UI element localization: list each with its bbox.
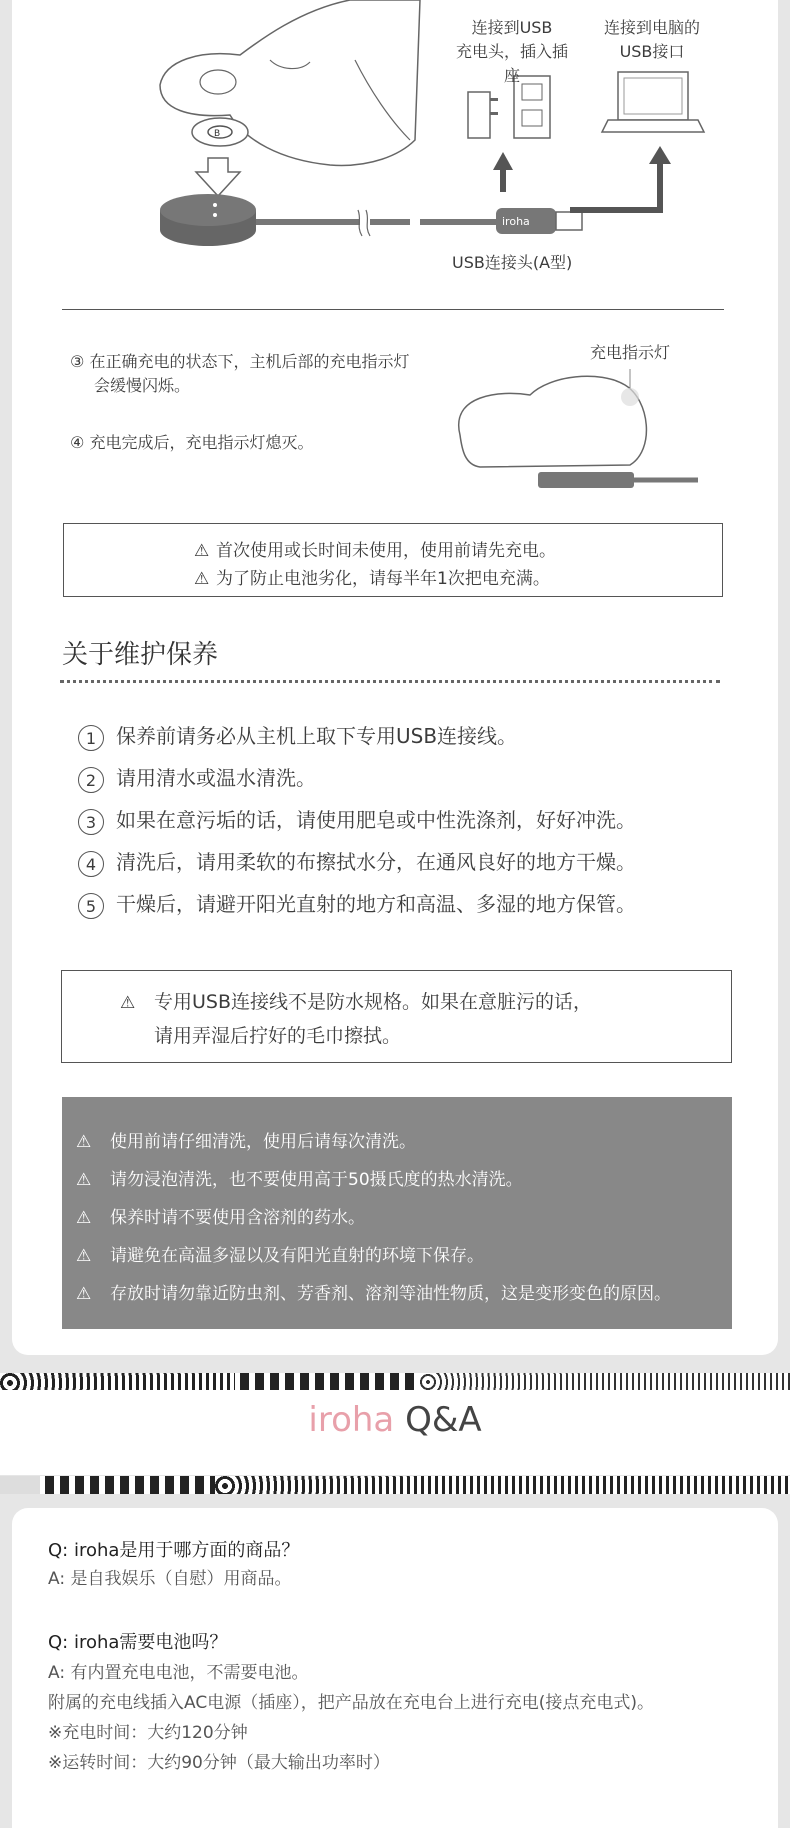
maintenance-item-3: 3 如果在意污垢的话，请使用肥皂或中性洗涤剂，好好冲洗。 xyxy=(78,804,636,835)
charge-notice-box: ⚠ 首次使用或长时间未使用，使用前请先充电。 ⚠ 为了防止电池劣化，请每半年1次把电充满。 xyxy=(63,523,723,597)
caution-box xyxy=(62,1097,732,1329)
dotted-divider xyxy=(60,680,720,683)
qa-question-2: Q: iroha需要电池吗？ xyxy=(48,1632,228,1653)
caution-item: ⚠ 存放时请勿靠近防虫剂、芳香剂、溶剂等油性物质，这是变形变色的原因。 xyxy=(76,1284,671,1304)
device-indicator-illustration xyxy=(440,355,710,495)
qa-answer-2-line: ※运转时间：大约90分钟（最大输出功率时） xyxy=(48,1753,390,1773)
svg-text:B: B xyxy=(214,129,221,139)
label-usb-plug: USB连接头(A型) xyxy=(452,253,573,272)
warning-icon: ⚠ xyxy=(194,541,210,561)
arrow-down-outline-icon xyxy=(196,158,240,196)
warning-icon: ⚠ xyxy=(76,1246,92,1266)
maintenance-item-5: 5 干燥后，请避开阳光直射的地方和高温、多湿的地方保管。 xyxy=(78,888,636,919)
caution-item: ⚠ 请勿浸泡清洗，也不要使用高于50摄氏度的热水清洗。 xyxy=(76,1170,523,1190)
warning-icon: ⚠ xyxy=(76,1208,92,1228)
qa-answer-2-line: 附属的充电线插入AC电源（插座），把产品放在充电台上进行充电(接点充电式)。 xyxy=(48,1693,654,1713)
qa-title: iroha Q&A xyxy=(308,1400,482,1440)
usb-charger-icon xyxy=(468,92,490,138)
qa-answer-1: A: 是自我娱乐（自慰）用商品。 xyxy=(48,1569,292,1589)
qa-card xyxy=(12,1508,778,1828)
caution-item: ⚠ 请避免在高温多湿以及有阳光直射的环境下保存。 xyxy=(76,1246,484,1266)
maintenance-item-2: 2 请用清水或温水清洗。 xyxy=(78,762,316,793)
charging-step-4: ④ 充电完成后，充电指示灯熄灭。 xyxy=(70,433,314,452)
label-indicator: 充电指示灯 xyxy=(590,343,671,362)
warning-icon: ⚠ xyxy=(120,993,136,1013)
cable-notice-box: ⚠ 专用USB连接线不是防水规格。如果在意脏污的话， 请用弄湿后拧好的毛巾擦拭。 xyxy=(61,970,732,1063)
warning-icon: ⚠ xyxy=(194,569,210,589)
maintenance-item-4: 4 清洗后，请用柔软的布擦拭水分，在通风良好的地方干燥。 xyxy=(78,846,636,877)
warning-icon: ⚠ xyxy=(76,1284,92,1304)
qa-answer-2: A: 有内置充电电池，不需要电池。 xyxy=(48,1663,309,1683)
svg-text:iroha: iroha xyxy=(502,215,530,228)
warning-icon: ⚠ xyxy=(76,1170,92,1190)
label-usb-charger: 连接到USB 充电头，插入插座 xyxy=(455,18,568,85)
arrow-up-laptop-icon xyxy=(649,146,671,164)
qa-question-1: Q: iroha是用于哪方面的商品？ xyxy=(48,1540,300,1561)
divider xyxy=(62,309,724,310)
arrow-up-icon xyxy=(493,152,513,170)
maintenance-title: 关于维护保养 xyxy=(62,640,219,670)
caution-item: ⚠ 保养时请不要使用含溶剂的药水。 xyxy=(76,1208,365,1228)
caution-item: ⚠ 使用前请仔细清洗，使用后请每次清洗。 xyxy=(76,1132,416,1152)
warning-icon: ⚠ xyxy=(76,1132,92,1152)
maintenance-item-1: 1 保养前请务必从主机上取下专用USB连接线。 xyxy=(78,720,517,751)
label-pc-usb: 连接到电脑的 USB接口 xyxy=(603,18,700,61)
qa-answer-2-line: ※充电时间：大约120分钟 xyxy=(48,1723,248,1743)
charging-step-3: ③ 在正确充电的状态下，主机后部的充电指示灯 会缓慢闪烁。 xyxy=(70,352,410,395)
